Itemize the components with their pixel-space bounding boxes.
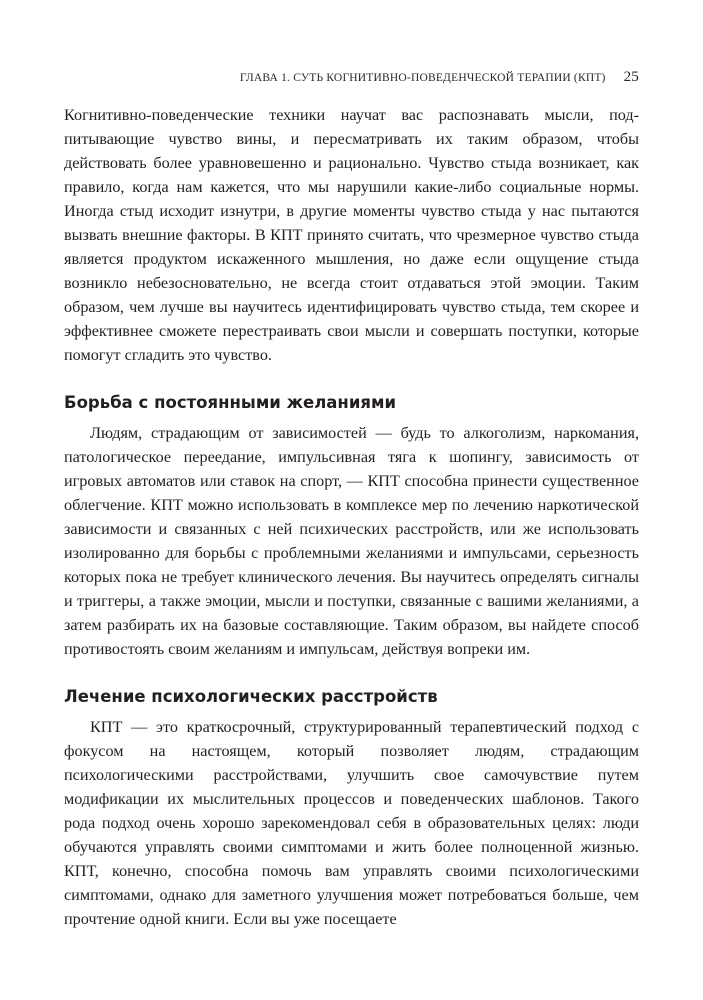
paragraph-disorders: КПТ — это краткосрочный, структурированный терапевтический подход с фокусом на настоящем, который позволяет людям, страдающим психологическими расстройствами, улучшить свое самочувствие путем модификации их мыслительных процессов и поведенческих шаблонов. Такого рода подход очень хорошо зарекомендовал себя в образовательных целях: люди обучаются управлять своими симптомами и жить более полноценной жизнью. КПТ, конечно, способна помочь вам управлять своими психологическими симптомами, однако для заметного улучшения может потребоваться больше, чем прочтение одной книги. Если вы уже посещаете [64, 718, 639, 928]
running-header [64, 69, 639, 86]
running-title: ГЛАВА 1. СУТЬ КОГНИТИВНО-ПОВЕДЕНЧЕСКОЙ ТЕРАПИИ (КПТ) [239, 72, 606, 84]
paragraph-shame: Когнитивно-поведенческие техники научат вас распознавать мысли, подпитывающие чувство вины, и пересматривать их таким образом, чтобы действовать более уравновешенно и рационально. Чувство стыда возникает, как правило, когда нам кажется, что мы нарушили какие-либо социальные нормы. Иногда стыд исходит изнутри, в другие моменты чувство стыда у нас пытаются вызвать внешние факторы. В КПТ принято считать, что чрезмерное чувство стыда является продуктом искаженного мышления, но даже если ощущение стыда возникло небезосновательно, не всегда стоит отдаваться этой эмоции. Таким образом, чем лучше вы научитесь идентифицировать чувство стыда, тем скорее и эффективнее сможете перестраивать свои мысли и совершать поступки, которые помогут сгладить это чувство. [64, 106, 639, 364]
page-number: 25 [623, 69, 639, 85]
section-heading-cravings: Борьба с постоянными желаниями [64, 393, 397, 412]
section-heading-disorders: Лечение психологических расстройств [64, 687, 438, 706]
body-text [64, 103, 639, 931]
paragraph-cravings: Людям, страдающим от зависимостей — будь то алкоголизм, наркомания, патологическое переедание, импульсивная тяга к шопингу, зависимость от игровых автоматов или ставок на спорт, — КПТ способна принести существенное облегчение. КПТ можно использовать в комплексе мер по лечению наркотической зависимости и связанных с ней психических расстройств, или же использовать изолированно для борьбы с проблемными желаниями и импульсами, серьезность которых пока не требует клинического лечения. Вы научитесь определять сигналы и триггеры, а также эмоции, мысли и поступки, связанные с вашими желаниями, а затем разбирать их на базовые составляющие. Таким образом, вы найдете способ противостоять своим желаниям и импульсам, действуя вопреки им. [64, 424, 639, 658]
